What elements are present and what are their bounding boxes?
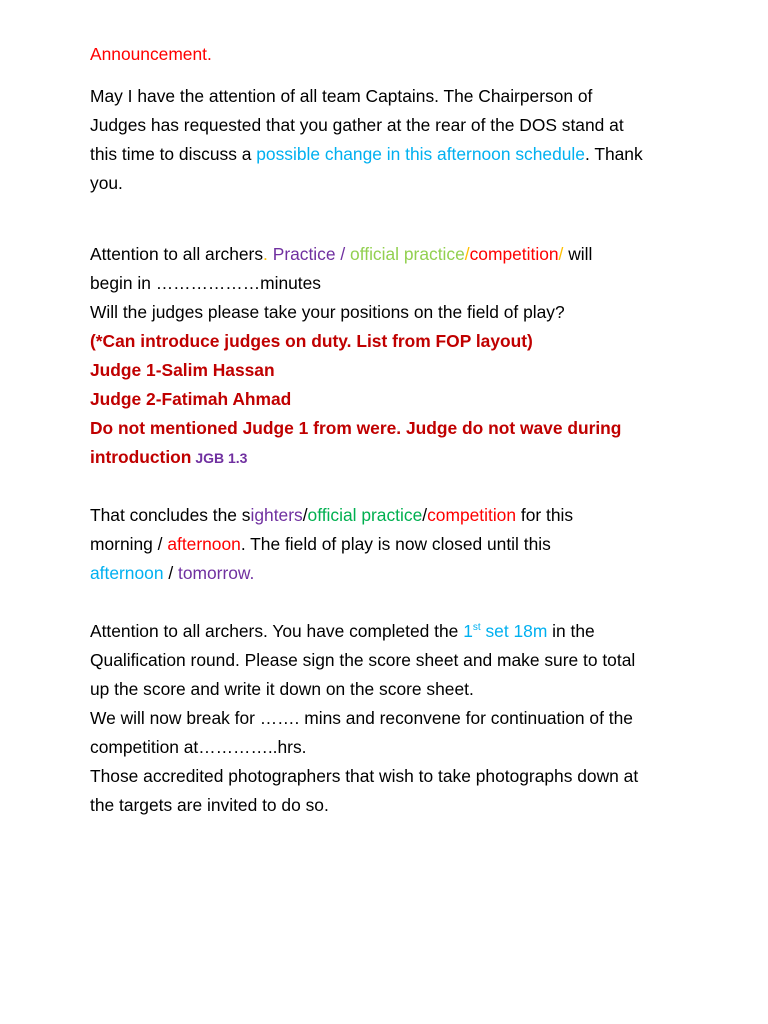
qualification-paragraph: [90, 617, 690, 820]
judges-note: (*Can introduce judges on duty. List from FOP layout): [90, 331, 533, 351]
text-line: [90, 240, 690, 269]
captains-paragraph: [90, 82, 690, 198]
jgb-reference: JGB 1.3: [191, 450, 248, 466]
text-run: for this: [516, 505, 574, 525]
text-run: this time to discuss a: [90, 144, 257, 164]
official-practice-text: official practice: [350, 244, 465, 264]
text-run: /: [163, 563, 178, 583]
text-run: . Thank: [584, 144, 643, 164]
competition-text: competition: [469, 244, 559, 264]
text-line: the targets are invited to do so.: [90, 795, 329, 815]
text-line: Will the judges please take your positions on the field of play?: [90, 302, 565, 322]
judge-2: Judge 2-Fatimah Ahmad: [90, 389, 292, 409]
text-run: . The field of play is now closed until this: [240, 534, 551, 554]
text-line: [90, 443, 690, 473]
text-line: [90, 559, 690, 588]
text-line: you.: [90, 173, 123, 193]
text-line: [90, 501, 690, 530]
text-run: introduction: [90, 447, 192, 467]
set-number: 1: [463, 621, 473, 641]
ordinal-suffix: st: [472, 622, 481, 634]
tomorrow-text: tomorrow.: [178, 563, 255, 583]
text-line: Qualification round. Please sign the score sheet and make sure to total: [90, 650, 636, 670]
text-line: Judges has requested that you gather at the rear of the DOS stand at: [90, 115, 624, 135]
text-run: Attention to all archers: [90, 244, 264, 264]
text-run: Attention to all archers. You have completed the: [90, 621, 464, 641]
text-line: May I have the attention of all team Captains. The Chairperson of: [90, 86, 593, 106]
afternoon-text: afternoon: [167, 534, 241, 554]
text-run: /: [464, 244, 470, 264]
text-line: [90, 140, 690, 169]
set-text: set 18m: [480, 621, 548, 641]
text-line: [90, 617, 690, 646]
announcement-title: Announcement.: [90, 44, 212, 64]
text-line: begin in ………………minutes: [90, 273, 321, 293]
text-line: up the score and write it down on the score sheet.: [90, 679, 474, 699]
practice-text: Practice /: [272, 244, 351, 264]
text-line: Those accredited photographers that wish to take photographs down at: [90, 766, 639, 786]
text-run: /: [422, 505, 428, 525]
archers-paragraph: [90, 240, 690, 473]
official-practice-text: official practice: [307, 505, 423, 525]
text-line: We will now break for ……. mins and reconvene for continuation of the: [90, 708, 633, 728]
announcement-heading: [90, 40, 690, 69]
text-run: in the: [547, 621, 595, 641]
competition-text: competition: [427, 505, 517, 525]
afternoon-text: afternoon: [90, 563, 164, 583]
text-run: That concludes the s: [90, 505, 251, 525]
judge-1: Judge 1-Salim Hassan: [90, 360, 275, 380]
concludes-paragraph: [90, 501, 690, 588]
text-run: morning /: [90, 534, 168, 554]
text-run: /: [558, 244, 564, 264]
text-line: [90, 530, 690, 559]
text-run: will: [563, 244, 593, 264]
text-line: competition at…………..hrs.: [90, 737, 307, 757]
text-run: .: [263, 244, 273, 264]
judges-instruction: Do not mentioned Judge 1 from were. Judge do not wave during: [90, 418, 622, 438]
highlight-text: possible change in this afternoon schedule: [256, 144, 585, 164]
text-run: /: [302, 505, 308, 525]
sighters-text: ighters: [250, 505, 303, 525]
